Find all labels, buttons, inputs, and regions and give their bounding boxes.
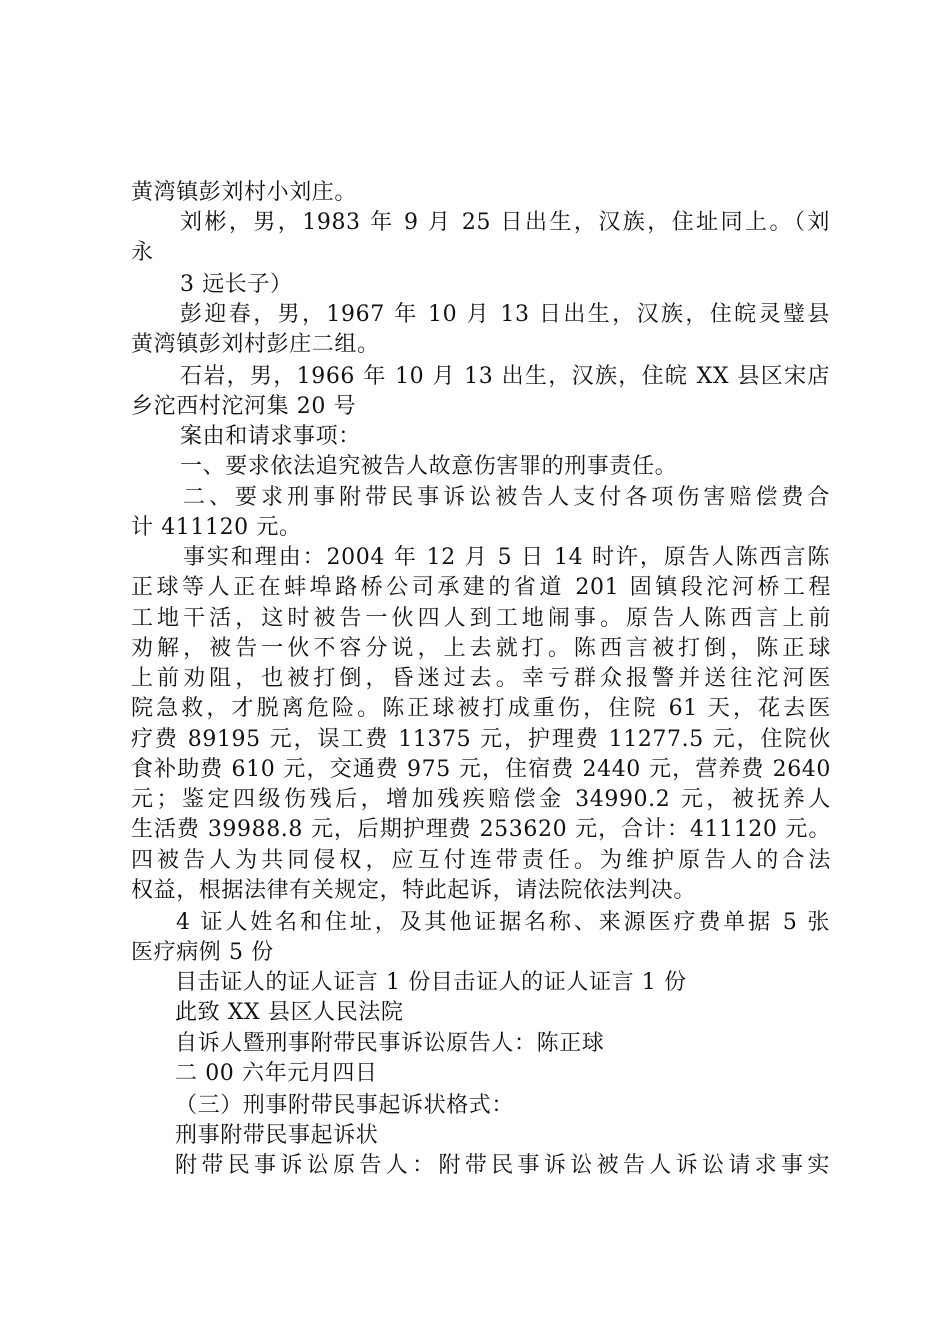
form-title: 刑事附带民事起诉状 xyxy=(175,1123,379,1148)
text-line: 劝解，被告一伙不容分说，上去就打。陈西言被打倒，陈正球 xyxy=(131,636,831,661)
text-line: 一、要求依法追究被告人故意伤害罪的刑事责任。 xyxy=(180,454,678,479)
text-line: 附带民事诉讼原告人：附带民事诉讼被告人诉讼请求事实 xyxy=(175,1153,830,1178)
text-line: 黄湾镇彭刘村彭庄二组。 xyxy=(131,332,380,357)
text-line: 疗费 89195 元，误工费 11375 元，护理费 11277.5 元，住院伙 xyxy=(131,727,831,752)
text-line: 黄湾镇彭刘村小刘庄。 xyxy=(131,180,358,205)
text-line: 目击证人的证人证言 1 份目击证人的证人证言 1 份 xyxy=(175,970,687,995)
text-line: 3 远长子） xyxy=(180,272,293,297)
text-line: 乡沱西村沱河集 20 号 xyxy=(131,394,357,419)
text-line: 事实和理由：2004 年 12 月 5 日 14 时许，原告人陈西言陈 xyxy=(183,545,830,570)
text-line: 刘彬，男，1983 年 9 月 25 日出生，汉族，住址同上。（刘 xyxy=(180,210,830,235)
text-line: 石岩，男，1966 年 10 月 13 出生，汉族，住皖 XX 县区宋店 xyxy=(180,364,830,389)
text-line: 4 证人姓名和住址，及其他证据名称、来源医疗费单据 5 张 xyxy=(176,910,830,935)
text-line: 此致 XX 县区人民法院 xyxy=(175,1000,404,1025)
text-line: 权益，根据法律有关规定，特此起诉，请法院依法判决。 xyxy=(131,878,697,903)
text-line: 彭迎春，男，1967 年 10 月 13 日出生，汉族，住皖灵璧县 xyxy=(180,302,830,327)
text-line: 二 00 六年元月四日 xyxy=(175,1061,378,1086)
text-line: 二、要求刑事附带民事诉讼被告人支付各项伤害赔偿费合 xyxy=(183,485,830,510)
section-heading: （三）刑事附带民事起诉状格式： xyxy=(175,1093,515,1118)
text-line: 永 xyxy=(131,240,154,265)
text-line: 生活费 39988.8 元，后期护理费 253620 元，合计：411120 元。 xyxy=(131,817,831,842)
text-line: 元；鉴定四级伤残后，增加残疾赔偿金 34990.2 元，被抚养人 xyxy=(131,787,831,812)
text-line: 四被告人为共同侵权，应互付连带责任。为维护原告人的合法 xyxy=(131,848,831,873)
text-line: 正球等人正在蚌埠路桥公司承建的省道 201 固镇段沱河桥工程 xyxy=(131,575,831,600)
text-line: 院急救，才脱离危险。陈正球被打成重伤，住院 61 天，花去医 xyxy=(131,696,831,721)
text-line: 食补助费 610 元，交通费 975 元，住宿费 2440 元，营养费 2640 xyxy=(131,757,831,782)
text-line: 自诉人暨刑事附带民事诉讼原告人：陈正球 xyxy=(175,1031,605,1056)
text-line: 计 411120 元。 xyxy=(131,515,302,540)
text-line: 案由和请求事项： xyxy=(180,424,361,449)
text-line: 医疗病例 5 份 xyxy=(131,940,274,965)
text-line: 工地干活，这时被告一伙四人到工地闹事。原告人陈西言上前 xyxy=(131,606,831,631)
text-line: 上前劝阻，也被打倒，昏迷过去。幸亏群众报警并送往沱河医 xyxy=(131,666,831,691)
